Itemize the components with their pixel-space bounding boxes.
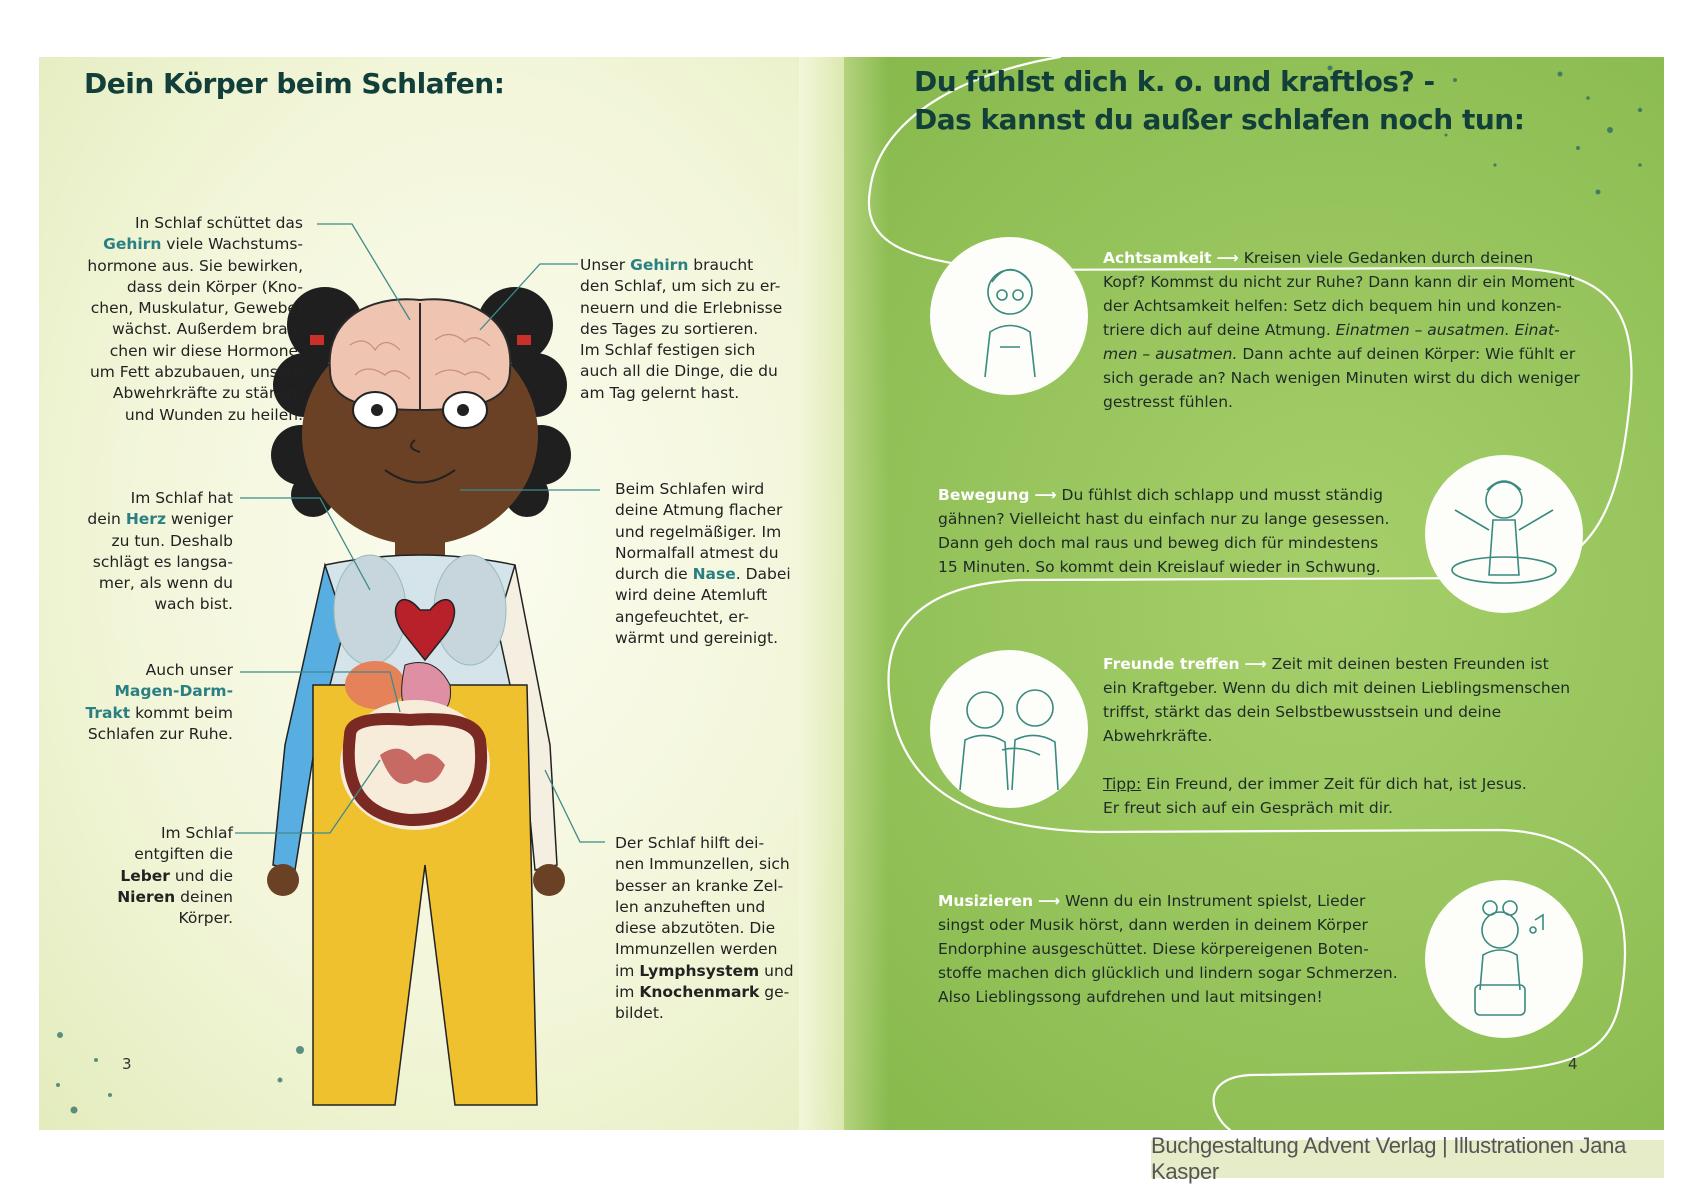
note-liver: Im Schlaf entgiften die Leber und die Nieren deinen Körper. (117, 824, 233, 928)
keyword-nase: Nase (692, 565, 736, 584)
note-breath: Beim Schlafen wird deine Atmung flacher und regelmäßiger. Im Normalfall atmest du durch die Nase. Dabei wird deine Atemluft angefeuchtet, er- wärmt und gereinigt. (615, 480, 791, 648)
section-musizieren: Musizieren ⟶ Wenn du ein Instrument spielst, Lieder singst oder Musik hörst, dann werden in deinem Körper Endorphine ausgeschüttet. Diese körpereigenen Boten- stoffe machen dich glücklich und lindern sogar Schmerzen. Also Lieblingssong aufdrehen und laut mitsingen! (938, 892, 1398, 1006)
arrow-right-icon-4: ⟶ (1037, 892, 1061, 910)
illustration-mindfulness (930, 237, 1088, 395)
keyword-bewegung: Bewegung (938, 486, 1030, 504)
page-number-left: 3 (122, 1055, 132, 1073)
note-hormones: In Schlaf schüttet das Gehirn viele Wachstums- hormone aus. Sie bewirken, dass dein Körper (Kno- chen, Muskulatur, Gewebe) wächst. Außerdem brau- chen wir diese Hormone, um Fett abzubauen, unsere Abwehrkräfte zu stärken und Wunden zu heilen. (87, 214, 303, 424)
note-gut: Auch unser Magen-Darm- Trakt kommt beim Schlafen zur Ruhe. (70, 660, 233, 745)
note-brain: Unser Gehirn braucht den Schlaf, um sich zu er- neuern und die Erlebnisse des Tages zu sortieren. Im Schlaf festigen sich auch all die Dinge, die du am Tag gelernt hast. (580, 256, 783, 402)
keyword-herz: Herz (125, 510, 166, 529)
keyword-lymphsystem: Lymphsystem (639, 961, 760, 980)
section-freunde: Freunde treffen ⟶ Zeit mit deinen besten Freunden ist ein Kraftgeber. Wenn du dich mit deinen Lieblingsmenschen triffst, stärkt das dein Selbstbewusstsein und deine Abwehrkräfte. Tipp: Ein Freund, der immer Zeit für dich hat, ist Jesus. Er freut sich auf ein Gespräch mit dir. (1103, 655, 1571, 817)
keyword-magen-darm: Magen-Darm- (114, 682, 233, 701)
keyword-leber: Leber (120, 866, 170, 885)
section-bewegung: Bewegung ⟶ Du fühlst dich schlapp und musst ständig gähnen? Vielleicht hast du einfach nur zu lange gesessen. Dann geh doch mal raus und beweg dich für mindestens 15 Minuten. So kommt dein Kreislauf wieder in Schwung. (938, 486, 1390, 576)
note-heart: Im Schlaf hat dein Herz weniger zu tun. Deshalb schlägt es langsa- mer, als wenn du wach bist. (87, 489, 233, 614)
keyword-musizieren: Musizieren (938, 892, 1034, 910)
keyword-gehirn: Gehirn (103, 235, 162, 254)
note-immune: Der Schlaf hilft dei- nen Immunzellen, sich besser an kranke Zel- len anzuheften und diese abzutöten. Die Immunzellen werden im Lymphsystem und im Knochenmark ge- bildet. (615, 834, 794, 1023)
person-hula-hoop-icon (1425, 455, 1583, 613)
illustration-music (1425, 880, 1583, 1038)
tipp-label: Tipp: (1103, 775, 1142, 793)
credit-caption: Buchgestaltung Advent Verlag | Illustrationen Jana Kasper (1151, 1140, 1664, 1178)
page-number-right: 4 (1568, 1055, 1578, 1073)
girl-drum-icon (1425, 880, 1583, 1038)
arrow-right-icon: ⟶ (1216, 249, 1239, 267)
keyword-nieren: Nieren (117, 887, 176, 906)
person-thinking-icon (930, 237, 1088, 395)
left-page-title: Dein Körper beim Schlafen: (84, 67, 505, 100)
arrow-right-icon-2: ⟶ (1034, 486, 1057, 504)
illustration-friends (930, 650, 1088, 808)
keyword-trakt: Trakt (85, 703, 131, 722)
arrow-right-icon-3: ⟶ (1244, 655, 1267, 673)
section-achtsamkeit: Achtsamkeit ⟶ Kreisen viele Gedanken durch deinen Kopf? Kommst du nicht zur Ruhe? Dann kann dir ein Moment der Achtsamkeit helfen: Setz dich bequem hin und konzen- triere dich auf deine Atmung. Einatmen – ausatmen. Einat- men – ausatmen. Dann achte auf deinen Körper: Wie fühlt er sich gerade an? Nach wenigen Minuten wirst du dich weniger gestresst fühlen. (1103, 249, 1580, 411)
right-page-title: Du fühlst dich k. o. und kraftlos? - Das kannst du außer schlafen noch tun: (914, 65, 1525, 136)
keyword-freunde-treffen: Freunde treffen (1103, 655, 1240, 673)
keyword-knochenmark: Knochenmark (639, 983, 760, 1002)
illustration-exercise (1425, 455, 1583, 613)
keyword-achtsamkeit: Achtsamkeit (1103, 249, 1212, 267)
keyword-gehirn-2: Gehirn (630, 256, 689, 274)
two-friends-icon (930, 650, 1088, 808)
